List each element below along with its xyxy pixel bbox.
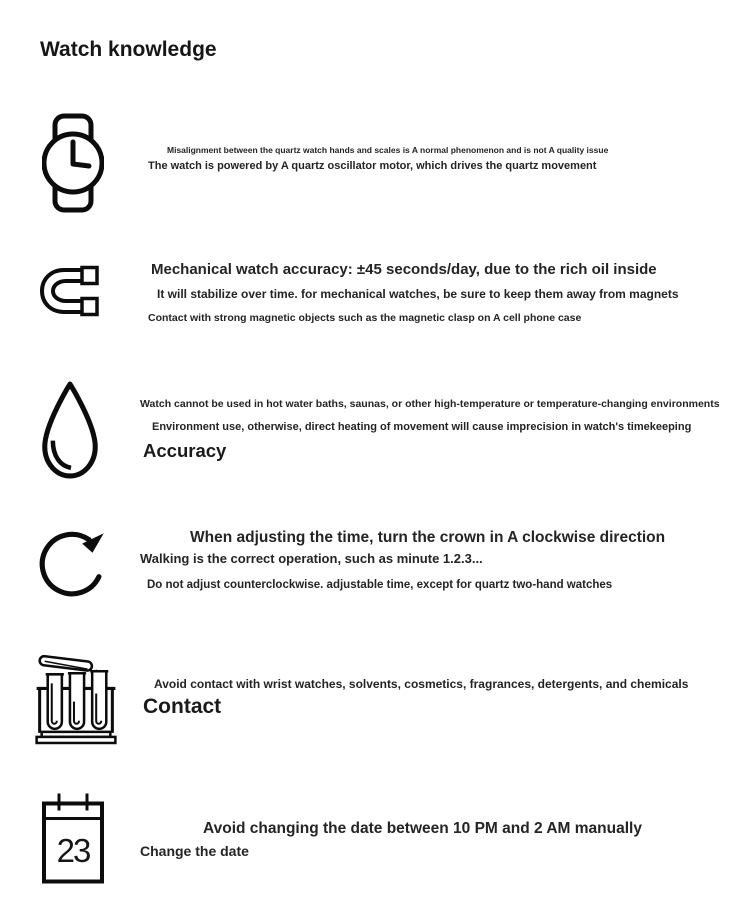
calendar-icon xyxy=(40,790,106,886)
calendar-day-number: 23 xyxy=(56,832,90,869)
test-tubes-icon xyxy=(33,643,119,746)
date-warning-line: Avoid changing the date between 10 PM and 2 AM manually xyxy=(203,820,642,837)
date-change-line: Change the date xyxy=(140,843,249,859)
quartz-main-line: The watch is powered by A quartz oscillator motor, which drives the quartz movement xyxy=(148,160,597,172)
crown-clockwise-line: When adjusting the time, turn the crown in A clockwise direction xyxy=(190,529,666,546)
magnet-accuracy-line: Mechanical watch accuracy: ±45 seconds/day, due to the rich oil inside xyxy=(151,261,657,278)
page-title: Watch knowledge xyxy=(40,38,217,61)
temperature-effect-line: Environment use, otherwise, direct heating of movement will cause imprecision in watch's timekeeping xyxy=(152,421,692,433)
accuracy-heading: Accuracy xyxy=(143,440,227,461)
clockwise-arrow-icon xyxy=(35,521,113,601)
crown-counterclockwise-line: Do not adjust counterclockwise. adjustable time, except for quartz two-hand watches xyxy=(147,579,613,591)
magnet-contact-line: Contact with strong magnetic objects such as the magnetic clasp on A cell phone case xyxy=(148,312,582,324)
contact-heading: Contact xyxy=(143,695,222,718)
magnet-stabilize-line: It will stabilize over time. for mechanical watches, be sure to keep them away from magnets xyxy=(157,287,679,301)
crown-walking-line: Walking is the correct operation, such as minute 1.2.3... xyxy=(140,551,483,566)
quartz-note-line: Misalignment between the quartz watch hands and scales is A normal phenomenon and is not A quality issue xyxy=(167,145,609,155)
wristwatch-icon xyxy=(42,113,104,213)
water-drop-icon xyxy=(37,379,103,482)
temperature-warning-line: Watch cannot be used in hot water baths, saunas, or other high-temperature or temperature-changing environments xyxy=(140,398,720,410)
magnet-icon xyxy=(37,260,105,322)
chemicals-warning-line: Avoid contact with wrist watches, solvents, cosmetics, fragrances, detergents, and chemicals xyxy=(154,677,689,691)
